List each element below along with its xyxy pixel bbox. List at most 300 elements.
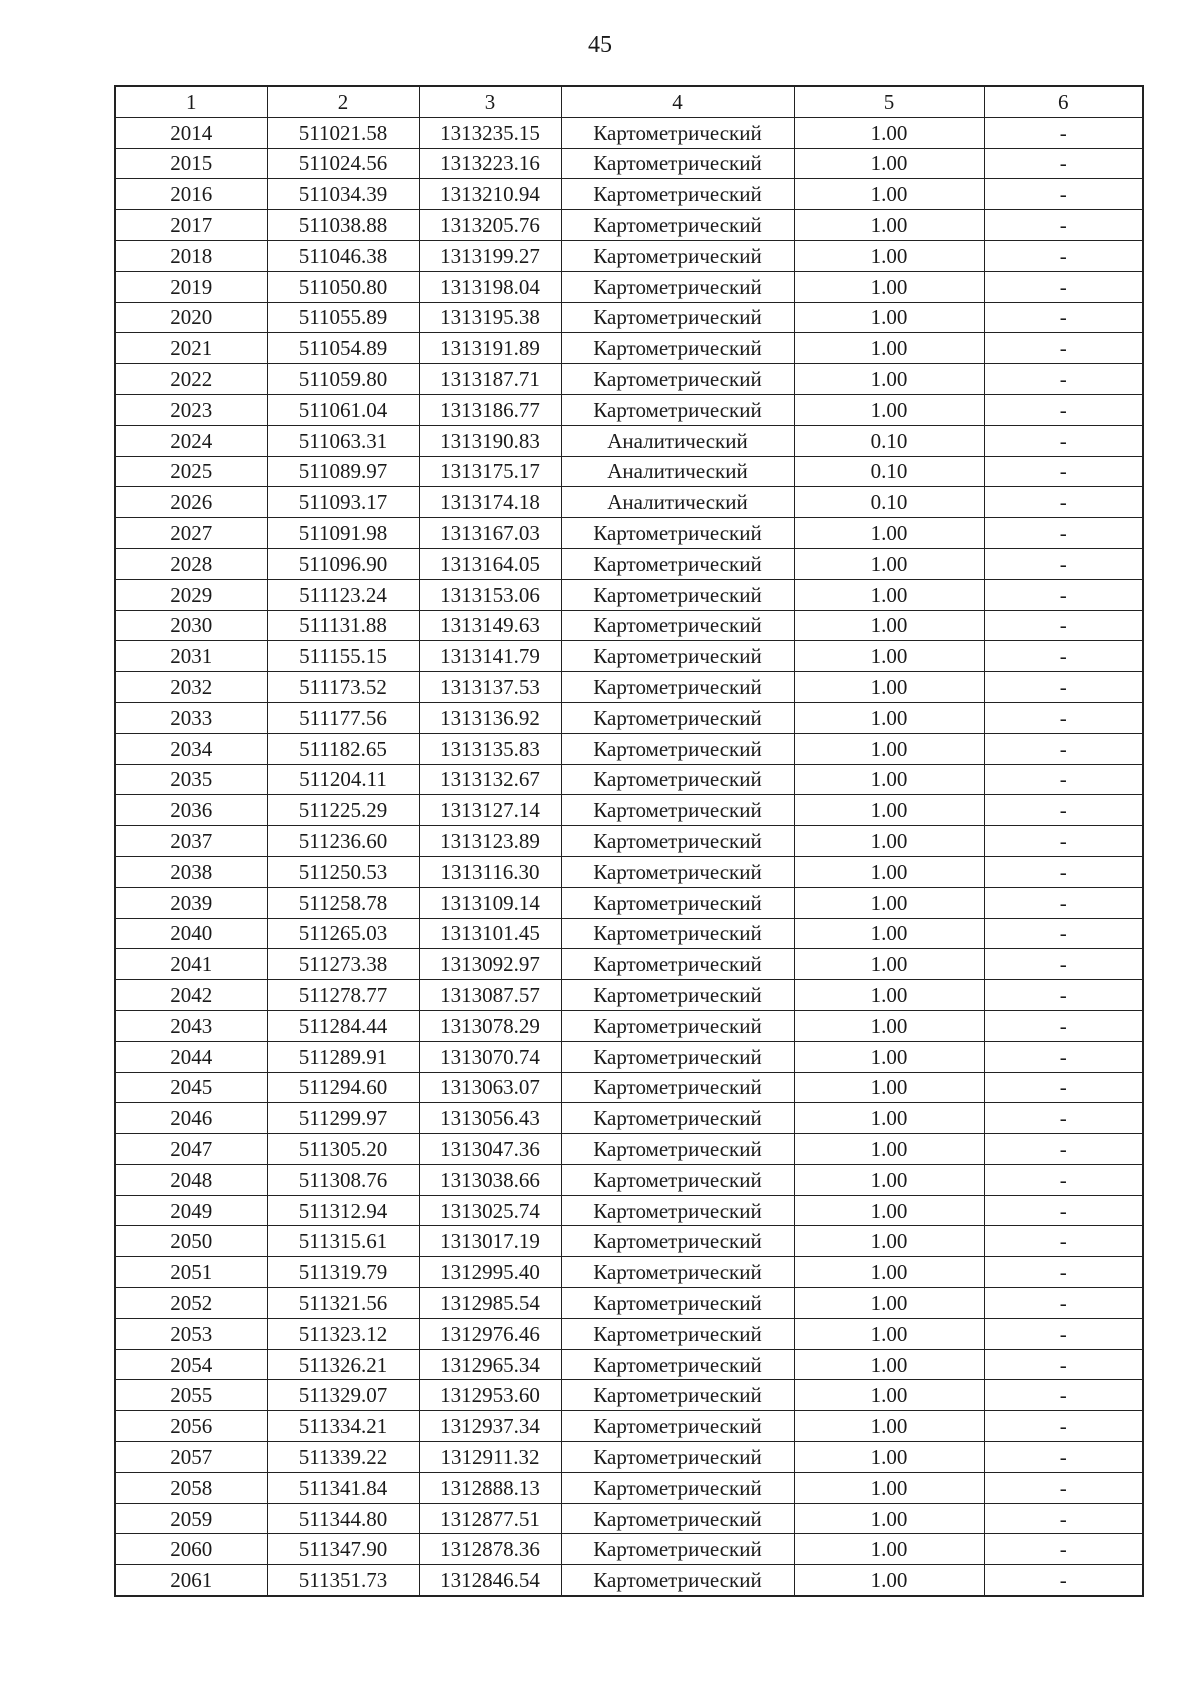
cell-accuracy: 1.00 [794, 980, 984, 1011]
cell-y-coordinate: 1312953.60 [419, 1380, 561, 1411]
cell-accuracy: 1.00 [794, 364, 984, 395]
cell-accuracy: 1.00 [794, 1503, 984, 1534]
cell-method: Картометрический [561, 1411, 794, 1442]
cell-note: - [984, 1318, 1143, 1349]
cell-x-coordinate: 511021.58 [267, 117, 419, 148]
cell-y-coordinate: 1313109.14 [419, 887, 561, 918]
cell-y-coordinate: 1313210.94 [419, 179, 561, 210]
cell-accuracy: 0.10 [794, 425, 984, 456]
cell-y-coordinate: 1313137.53 [419, 672, 561, 703]
cell-y-coordinate: 1313063.07 [419, 1072, 561, 1103]
cell-y-coordinate: 1312976.46 [419, 1318, 561, 1349]
cell-method: Картометрический [561, 179, 794, 210]
cell-x-coordinate: 511096.90 [267, 548, 419, 579]
table-row [115, 949, 1143, 980]
table-row [115, 1072, 1143, 1103]
cell-point-number: 2055 [115, 1380, 267, 1411]
cell-note: - [984, 1041, 1143, 1072]
table-row [115, 394, 1143, 425]
cell-note: - [984, 733, 1143, 764]
table-row [115, 672, 1143, 703]
cell-accuracy: 1.00 [794, 641, 984, 672]
cell-method: Картометрический [561, 918, 794, 949]
cell-note: - [984, 364, 1143, 395]
cell-method: Картометрический [561, 1534, 794, 1565]
cell-point-number: 2025 [115, 456, 267, 487]
cell-accuracy: 1.00 [794, 1318, 984, 1349]
table-row [115, 641, 1143, 672]
table-row [115, 333, 1143, 364]
cell-x-coordinate: 511173.52 [267, 672, 419, 703]
cell-y-coordinate: 1313199.27 [419, 240, 561, 271]
cell-accuracy: 1.00 [794, 579, 984, 610]
cell-point-number: 2052 [115, 1288, 267, 1319]
cell-method: Картометрический [561, 1503, 794, 1534]
cell-note: - [984, 918, 1143, 949]
cell-note: - [984, 1534, 1143, 1565]
cell-point-number: 2021 [115, 333, 267, 364]
cell-point-number: 2018 [115, 240, 267, 271]
cell-y-coordinate: 1313127.14 [419, 795, 561, 826]
cell-point-number: 2022 [115, 364, 267, 395]
page-number: 45 [588, 32, 612, 58]
cell-y-coordinate: 1312878.36 [419, 1534, 561, 1565]
cell-note: - [984, 702, 1143, 733]
cell-accuracy: 1.00 [794, 394, 984, 425]
cell-y-coordinate: 1313195.38 [419, 302, 561, 333]
cell-note: - [984, 610, 1143, 641]
cell-accuracy: 0.10 [794, 487, 984, 518]
table-row [115, 980, 1143, 1011]
cell-point-number: 2031 [115, 641, 267, 672]
cell-method: Картометрический [561, 333, 794, 364]
cell-method: Картометрический [561, 1103, 794, 1134]
cell-y-coordinate: 1313038.66 [419, 1164, 561, 1195]
table-row [115, 1164, 1143, 1195]
cell-method: Картометрический [561, 1442, 794, 1473]
cell-accuracy: 1.00 [794, 1103, 984, 1134]
cell-note: - [984, 1257, 1143, 1288]
cell-method: Картометрический [561, 579, 794, 610]
cell-x-coordinate: 511055.89 [267, 302, 419, 333]
cell-method: Картометрический [561, 1318, 794, 1349]
table-row [115, 702, 1143, 733]
cell-note: - [984, 1134, 1143, 1165]
cell-x-coordinate: 511347.90 [267, 1534, 419, 1565]
cell-point-number: 2053 [115, 1318, 267, 1349]
cell-accuracy: 1.00 [794, 1257, 984, 1288]
cell-y-coordinate: 1313070.74 [419, 1041, 561, 1072]
cell-accuracy: 1.00 [794, 1411, 984, 1442]
cell-method: Картометрический [561, 1288, 794, 1319]
cell-point-number: 2045 [115, 1072, 267, 1103]
cell-accuracy: 1.00 [794, 949, 984, 980]
cell-point-number: 2017 [115, 210, 267, 241]
cell-method: Картометрический [561, 1472, 794, 1503]
cell-x-coordinate: 511312.94 [267, 1195, 419, 1226]
cell-point-number: 2048 [115, 1164, 267, 1195]
cell-method: Картометрический [561, 1349, 794, 1380]
cell-note: - [984, 1010, 1143, 1041]
table-row [115, 1380, 1143, 1411]
cell-y-coordinate: 1313135.83 [419, 733, 561, 764]
cell-point-number: 2058 [115, 1472, 267, 1503]
cell-x-coordinate: 511123.24 [267, 579, 419, 610]
table-row [115, 1503, 1143, 1534]
cell-y-coordinate: 1313017.19 [419, 1226, 561, 1257]
cell-method: Картометрический [561, 117, 794, 148]
cell-point-number: 2038 [115, 856, 267, 887]
table-row [115, 1010, 1143, 1041]
cell-y-coordinate: 1313153.06 [419, 579, 561, 610]
cell-y-coordinate: 1312937.34 [419, 1411, 561, 1442]
cell-note: - [984, 487, 1143, 518]
table-row [115, 302, 1143, 333]
cell-accuracy: 1.00 [794, 1565, 984, 1596]
cell-y-coordinate: 1313175.17 [419, 456, 561, 487]
cell-accuracy: 1.00 [794, 764, 984, 795]
table-row [115, 548, 1143, 579]
cell-note: - [984, 148, 1143, 179]
cell-point-number: 2030 [115, 610, 267, 641]
cell-note: - [984, 795, 1143, 826]
cell-y-coordinate: 1313191.89 [419, 333, 561, 364]
cell-accuracy: 1.00 [794, 302, 984, 333]
cell-method: Картометрический [561, 610, 794, 641]
cell-note: - [984, 1072, 1143, 1103]
cell-y-coordinate: 1313132.67 [419, 764, 561, 795]
table-row [115, 856, 1143, 887]
cell-point-number: 2060 [115, 1534, 267, 1565]
cell-x-coordinate: 511294.60 [267, 1072, 419, 1103]
cell-point-number: 2050 [115, 1226, 267, 1257]
cell-note: - [984, 826, 1143, 857]
cell-y-coordinate: 1312911.32 [419, 1442, 561, 1473]
table-row [115, 1411, 1143, 1442]
table-row [115, 1442, 1143, 1473]
cell-y-coordinate: 1313136.92 [419, 702, 561, 733]
cell-y-coordinate: 1313123.89 [419, 826, 561, 857]
cell-point-number: 2014 [115, 117, 267, 148]
cell-point-number: 2024 [115, 425, 267, 456]
cell-method: Картометрический [561, 518, 794, 549]
cell-accuracy: 1.00 [794, 610, 984, 641]
cell-x-coordinate: 511315.61 [267, 1226, 419, 1257]
cell-x-coordinate: 511265.03 [267, 918, 419, 949]
cell-accuracy: 1.00 [794, 795, 984, 826]
coordinates-table [114, 85, 1144, 1597]
cell-method: Картометрический [561, 887, 794, 918]
cell-note: - [984, 1349, 1143, 1380]
cell-method: Картометрический [561, 210, 794, 241]
cell-x-coordinate: 511278.77 [267, 980, 419, 1011]
cell-point-number: 2039 [115, 887, 267, 918]
cell-x-coordinate: 511284.44 [267, 1010, 419, 1041]
cell-x-coordinate: 511204.11 [267, 764, 419, 795]
table-row [115, 1257, 1143, 1288]
cell-note: - [984, 980, 1143, 1011]
cell-point-number: 2056 [115, 1411, 267, 1442]
table-row [115, 1288, 1143, 1319]
table-row [115, 518, 1143, 549]
cell-method: Аналитический [561, 487, 794, 518]
cell-point-number: 2035 [115, 764, 267, 795]
table-row [115, 425, 1143, 456]
cell-note: - [984, 1380, 1143, 1411]
cell-y-coordinate: 1312965.34 [419, 1349, 561, 1380]
table-row [115, 240, 1143, 271]
cell-note: - [984, 949, 1143, 980]
table-row [115, 795, 1143, 826]
cell-note: - [984, 1164, 1143, 1195]
column-header-4: 4 [561, 86, 794, 117]
cell-x-coordinate: 511341.84 [267, 1472, 419, 1503]
table-row [115, 271, 1143, 302]
cell-x-coordinate: 511177.56 [267, 702, 419, 733]
cell-point-number: 2028 [115, 548, 267, 579]
cell-note: - [984, 210, 1143, 241]
cell-method: Картометрический [561, 672, 794, 703]
cell-accuracy: 1.00 [794, 1288, 984, 1319]
cell-note: - [984, 1195, 1143, 1226]
cell-y-coordinate: 1313078.29 [419, 1010, 561, 1041]
cell-x-coordinate: 511273.38 [267, 949, 419, 980]
cell-point-number: 2016 [115, 179, 267, 210]
cell-x-coordinate: 511329.07 [267, 1380, 419, 1411]
cell-accuracy: 1.00 [794, 826, 984, 857]
cell-accuracy: 1.00 [794, 1349, 984, 1380]
cell-point-number: 2023 [115, 394, 267, 425]
table-row [115, 210, 1143, 241]
cell-x-coordinate: 511034.39 [267, 179, 419, 210]
cell-point-number: 2044 [115, 1041, 267, 1072]
cell-accuracy: 1.00 [794, 702, 984, 733]
cell-note: - [984, 240, 1143, 271]
cell-note: - [984, 579, 1143, 610]
table-row [115, 1195, 1143, 1226]
cell-point-number: 2047 [115, 1134, 267, 1165]
cell-accuracy: 1.00 [794, 1164, 984, 1195]
cell-y-coordinate: 1313164.05 [419, 548, 561, 579]
cell-note: - [984, 1565, 1143, 1596]
cell-point-number: 2057 [115, 1442, 267, 1473]
cell-accuracy: 1.00 [794, 148, 984, 179]
cell-x-coordinate: 511308.76 [267, 1164, 419, 1195]
cell-method: Картометрический [561, 1380, 794, 1411]
cell-x-coordinate: 511038.88 [267, 210, 419, 241]
cell-note: - [984, 764, 1143, 795]
cell-note: - [984, 333, 1143, 364]
cell-accuracy: 1.00 [794, 672, 984, 703]
cell-x-coordinate: 511050.80 [267, 271, 419, 302]
cell-method: Картометрический [561, 949, 794, 980]
cell-point-number: 2041 [115, 949, 267, 980]
cell-x-coordinate: 511061.04 [267, 394, 419, 425]
cell-method: Картометрический [561, 271, 794, 302]
cell-note: - [984, 456, 1143, 487]
table-row [115, 1134, 1143, 1165]
cell-y-coordinate: 1313198.04 [419, 271, 561, 302]
cell-x-coordinate: 511334.21 [267, 1411, 419, 1442]
cell-accuracy: 1.00 [794, 179, 984, 210]
cell-note: - [984, 1226, 1143, 1257]
cell-note: - [984, 887, 1143, 918]
cell-y-coordinate: 1313187.71 [419, 364, 561, 395]
cell-note: - [984, 641, 1143, 672]
cell-accuracy: 1.00 [794, 1472, 984, 1503]
cell-y-coordinate: 1313101.45 [419, 918, 561, 949]
table-row [115, 733, 1143, 764]
table-row [115, 764, 1143, 795]
cell-accuracy: 1.00 [794, 733, 984, 764]
cell-y-coordinate: 1313092.97 [419, 949, 561, 980]
cell-method: Картометрический [561, 856, 794, 887]
cell-y-coordinate: 1312985.54 [419, 1288, 561, 1319]
cell-x-coordinate: 511059.80 [267, 364, 419, 395]
cell-x-coordinate: 511344.80 [267, 1503, 419, 1534]
cell-method: Картометрический [561, 1010, 794, 1041]
cell-y-coordinate: 1312877.51 [419, 1503, 561, 1534]
table-row [115, 918, 1143, 949]
table-row [115, 117, 1143, 148]
cell-note: - [984, 518, 1143, 549]
cell-note: - [984, 394, 1143, 425]
header-row [115, 86, 1143, 117]
cell-x-coordinate: 511225.29 [267, 795, 419, 826]
cell-accuracy: 1.00 [794, 1195, 984, 1226]
cell-note: - [984, 548, 1143, 579]
column-header-5: 5 [794, 86, 984, 117]
table-row [115, 364, 1143, 395]
cell-method: Картометрический [561, 641, 794, 672]
cell-x-coordinate: 511339.22 [267, 1442, 419, 1473]
cell-method: Картометрический [561, 826, 794, 857]
cell-point-number: 2019 [115, 271, 267, 302]
cell-x-coordinate: 511323.12 [267, 1318, 419, 1349]
cell-x-coordinate: 511155.15 [267, 641, 419, 672]
table-row [115, 1226, 1143, 1257]
table-row [115, 1103, 1143, 1134]
cell-y-coordinate: 1313149.63 [419, 610, 561, 641]
cell-x-coordinate: 511319.79 [267, 1257, 419, 1288]
cell-method: Картометрический [561, 394, 794, 425]
cell-y-coordinate: 1313235.15 [419, 117, 561, 148]
cell-note: - [984, 672, 1143, 703]
table-row [115, 179, 1143, 210]
cell-note: - [984, 1472, 1143, 1503]
table-row [115, 610, 1143, 641]
cell-point-number: 2033 [115, 702, 267, 733]
cell-y-coordinate: 1313047.36 [419, 1134, 561, 1165]
cell-point-number: 2034 [115, 733, 267, 764]
cell-y-coordinate: 1313056.43 [419, 1103, 561, 1134]
cell-point-number: 2043 [115, 1010, 267, 1041]
cell-accuracy: 1.00 [794, 240, 984, 271]
cell-y-coordinate: 1313205.76 [419, 210, 561, 241]
cell-accuracy: 1.00 [794, 271, 984, 302]
cell-point-number: 2026 [115, 487, 267, 518]
cell-method: Аналитический [561, 456, 794, 487]
cell-accuracy: 1.00 [794, 1380, 984, 1411]
cell-x-coordinate: 511091.98 [267, 518, 419, 549]
cell-point-number: 2037 [115, 826, 267, 857]
cell-method: Картометрический [561, 1257, 794, 1288]
cell-y-coordinate: 1313186.77 [419, 394, 561, 425]
cell-y-coordinate: 1313223.16 [419, 148, 561, 179]
cell-accuracy: 1.00 [794, 918, 984, 949]
cell-method: Картометрический [561, 980, 794, 1011]
cell-accuracy: 1.00 [794, 1134, 984, 1165]
table-row [115, 1349, 1143, 1380]
table-body [115, 117, 1143, 1596]
cell-method: Картометрический [561, 1226, 794, 1257]
cell-y-coordinate: 1312846.54 [419, 1565, 561, 1596]
cell-method: Картометрический [561, 1134, 794, 1165]
cell-method: Картометрический [561, 364, 794, 395]
cell-point-number: 2051 [115, 1257, 267, 1288]
cell-x-coordinate: 511321.56 [267, 1288, 419, 1319]
cell-point-number: 2032 [115, 672, 267, 703]
cell-y-coordinate: 1312888.13 [419, 1472, 561, 1503]
cell-accuracy: 1.00 [794, 518, 984, 549]
cell-y-coordinate: 1312995.40 [419, 1257, 561, 1288]
cell-x-coordinate: 511299.97 [267, 1103, 419, 1134]
table-row [115, 1041, 1143, 1072]
cell-point-number: 2020 [115, 302, 267, 333]
cell-x-coordinate: 511024.56 [267, 148, 419, 179]
cell-point-number: 2054 [115, 1349, 267, 1380]
cell-note: - [984, 117, 1143, 148]
table-row [115, 579, 1143, 610]
cell-method: Картометрический [561, 702, 794, 733]
cell-note: - [984, 856, 1143, 887]
table-row [115, 148, 1143, 179]
cell-method: Картометрический [561, 733, 794, 764]
cell-accuracy: 1.00 [794, 1010, 984, 1041]
cell-note: - [984, 1442, 1143, 1473]
cell-accuracy: 1.00 [794, 1226, 984, 1257]
cell-point-number: 2042 [115, 980, 267, 1011]
cell-point-number: 2015 [115, 148, 267, 179]
cell-x-coordinate: 511063.31 [267, 425, 419, 456]
cell-accuracy: 1.00 [794, 1041, 984, 1072]
cell-point-number: 2036 [115, 795, 267, 826]
cell-x-coordinate: 511089.97 [267, 456, 419, 487]
cell-method: Картометрический [561, 1195, 794, 1226]
cell-x-coordinate: 511046.38 [267, 240, 419, 271]
cell-note: - [984, 271, 1143, 302]
table-header [115, 86, 1143, 117]
table-row [115, 1472, 1143, 1503]
cell-x-coordinate: 511250.53 [267, 856, 419, 887]
cell-x-coordinate: 511351.73 [267, 1565, 419, 1596]
cell-note: - [984, 1503, 1143, 1534]
table-row [115, 826, 1143, 857]
cell-x-coordinate: 511054.89 [267, 333, 419, 364]
cell-x-coordinate: 511182.65 [267, 733, 419, 764]
column-header-6: 6 [984, 86, 1143, 117]
column-header-3: 3 [419, 86, 561, 117]
cell-note: - [984, 1411, 1143, 1442]
cell-point-number: 2059 [115, 1503, 267, 1534]
table-row [115, 1565, 1143, 1596]
cell-x-coordinate: 511131.88 [267, 610, 419, 641]
cell-method: Картометрический [561, 1041, 794, 1072]
cell-accuracy: 1.00 [794, 548, 984, 579]
cell-x-coordinate: 511236.60 [267, 826, 419, 857]
cell-point-number: 2027 [115, 518, 267, 549]
cell-point-number: 2049 [115, 1195, 267, 1226]
